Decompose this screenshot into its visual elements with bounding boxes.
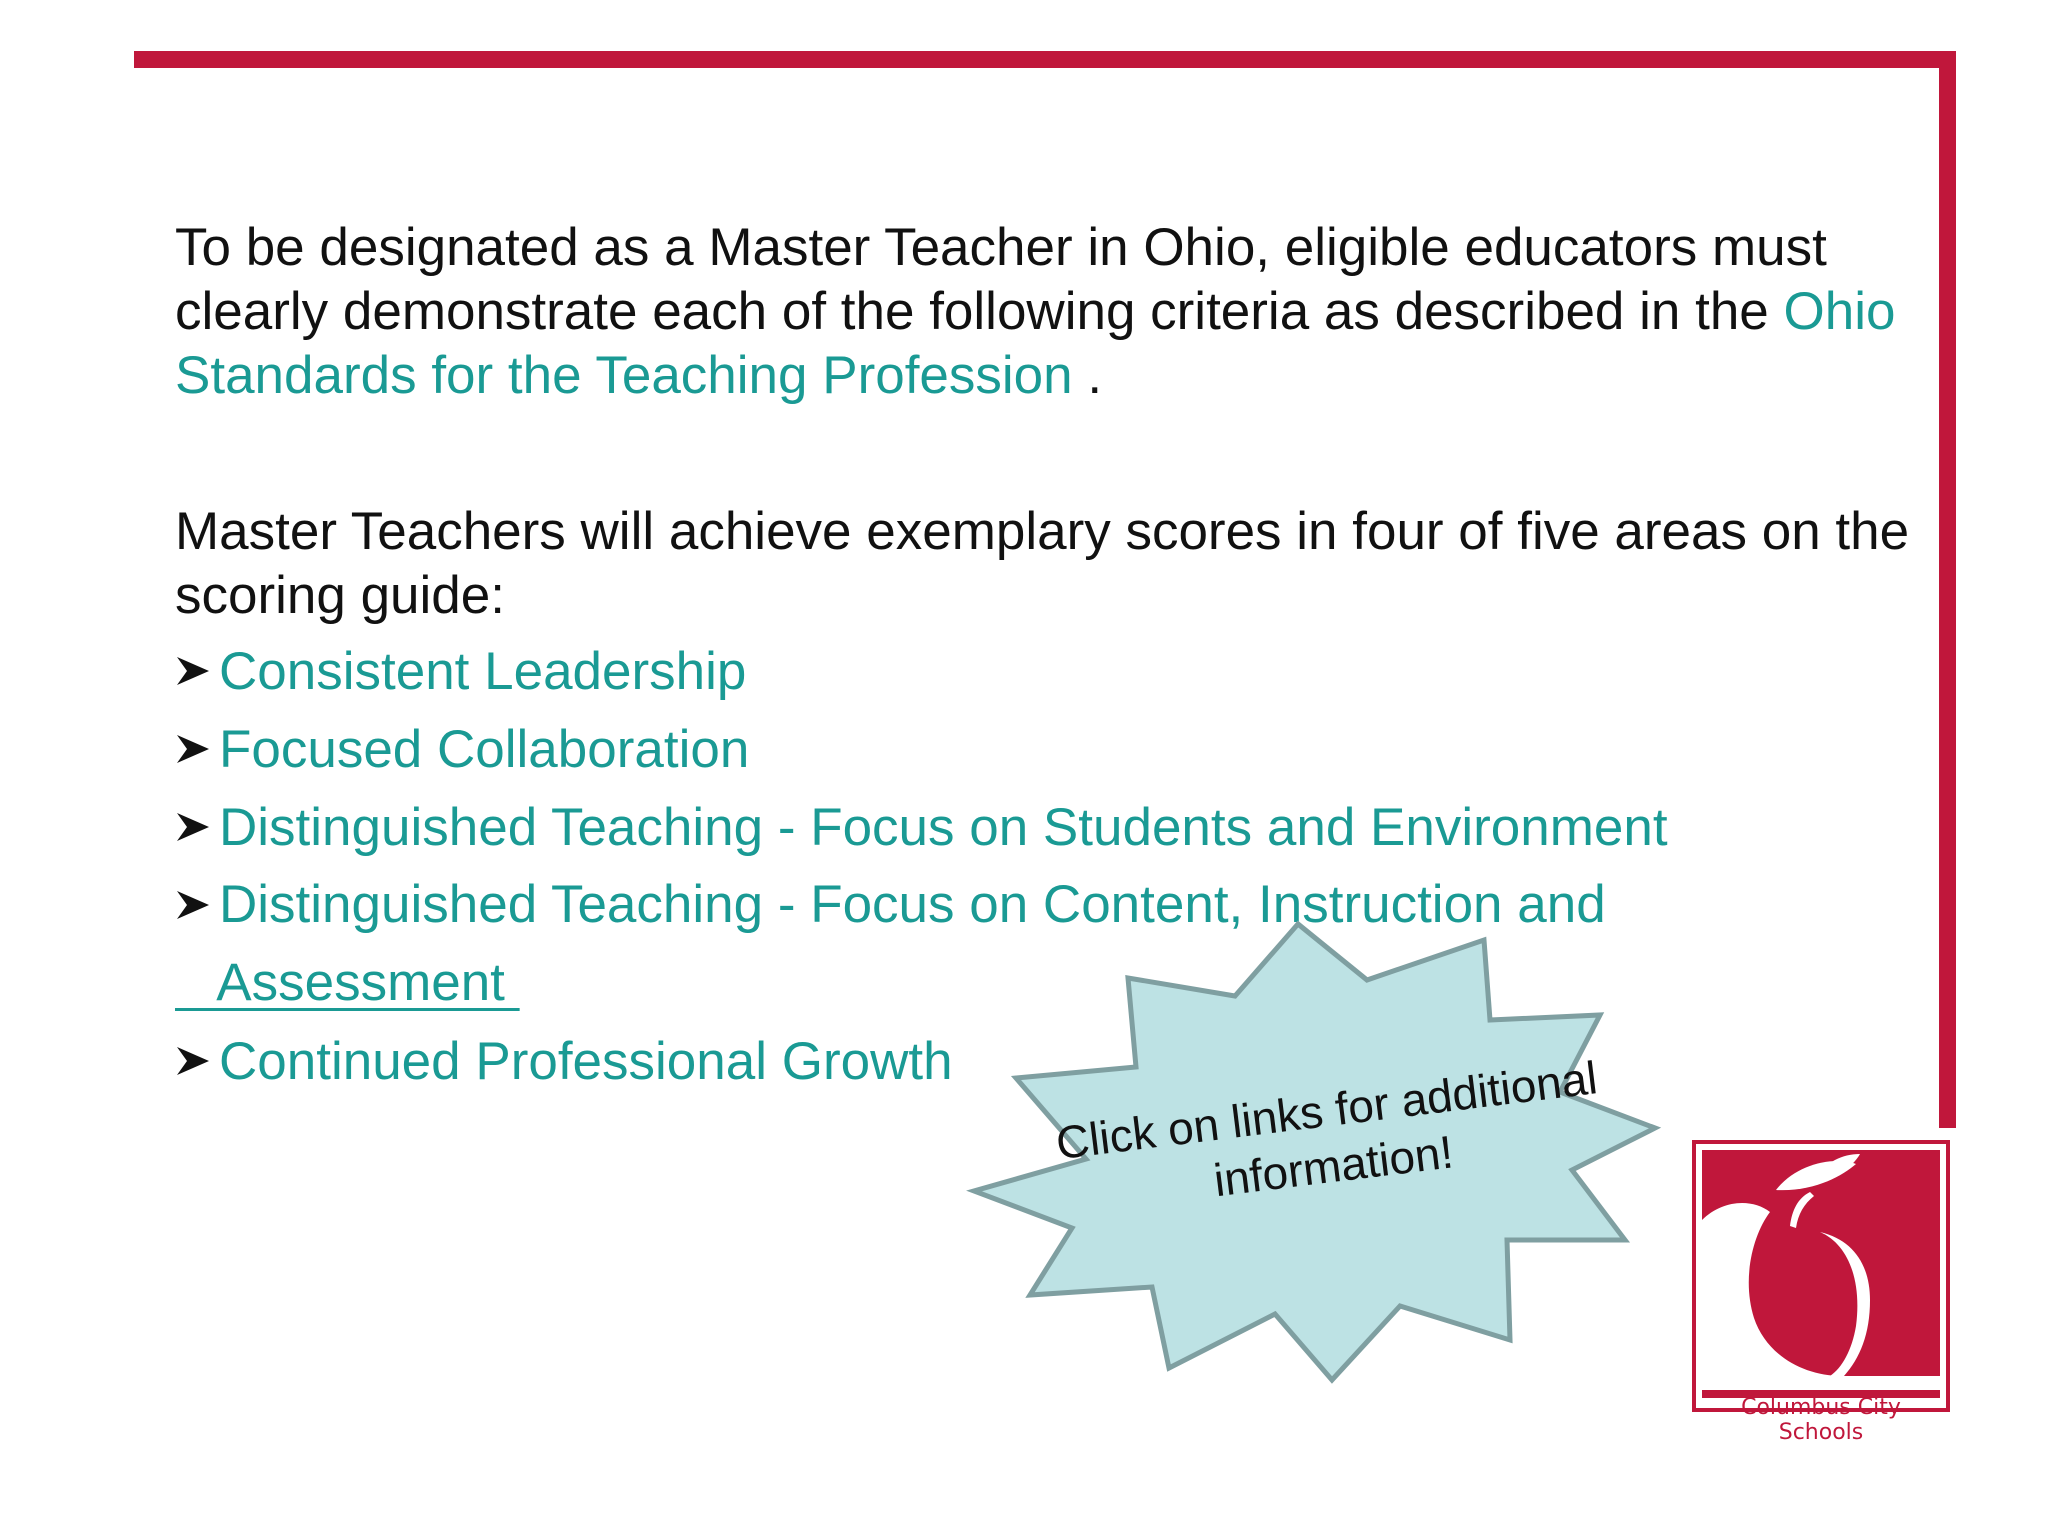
list-item xyxy=(175,788,1795,866)
consistent-leadership-link[interactable]: Consistent Leadership xyxy=(219,641,747,701)
arrow-bullet-icon xyxy=(175,1022,219,1100)
list-item xyxy=(175,632,1795,710)
arrow-bullet-icon xyxy=(175,866,219,944)
intro-text: To be designated as a Master Teacher in Ohio, eligible educators must clearly demonstrate each of the following criteria as described in the xyxy=(175,218,1827,341)
focused-collaboration-link[interactable]: Focused Collaboration xyxy=(219,719,750,779)
intro-period: . xyxy=(1072,346,1103,405)
scoring-paragraph: Master Teachers will achieve exemplary scores in four of five areas on the scoring guide: xyxy=(175,502,1910,625)
columbus-city-schools-logo xyxy=(1692,1140,1950,1412)
arrow-bullet-icon xyxy=(175,710,219,788)
right-accent-bar xyxy=(1939,51,1956,1128)
callout-text: Click on links for additional information! xyxy=(1053,1051,1601,1207)
list-item xyxy=(175,710,1795,788)
logo-caption: Columbus City Schools xyxy=(1741,1395,1901,1445)
assessment-link[interactable]: Assessment xyxy=(175,953,520,1012)
students-environment-link[interactable]: Distinguished Teaching - Focus on Students and Environment xyxy=(219,797,1668,857)
intro-paragraph xyxy=(175,216,1915,408)
arrow-bullet-icon xyxy=(175,632,219,710)
content-instruction-link[interactable]: Distinguished Teaching - Focus on Content, Instruction and xyxy=(219,875,1606,934)
arrow-bullet-icon xyxy=(175,788,219,866)
ohio-standards-link[interactable]: Ohio Standards for the Teaching Profession xyxy=(175,282,1896,405)
professional-growth-link[interactable]: Continued Professional Growth xyxy=(219,1031,953,1091)
top-accent-bar xyxy=(134,51,1956,68)
